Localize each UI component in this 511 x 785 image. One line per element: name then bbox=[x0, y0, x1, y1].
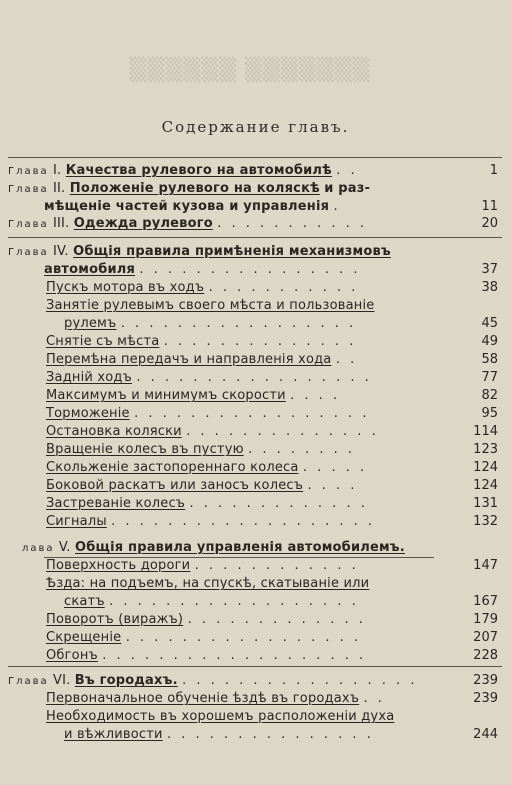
section-entry-line2 bbox=[64, 315, 356, 333]
page-number: 1 bbox=[489, 163, 498, 178]
chapter-4-entry-line2 bbox=[44, 261, 361, 279]
section-title: Поворотъ (виражъ) bbox=[46, 612, 184, 627]
chapter-label: лава bbox=[22, 543, 55, 554]
chapter-5-entry bbox=[22, 539, 405, 557]
section-title: Снятіе съ мѣста bbox=[46, 334, 160, 349]
section-entry bbox=[46, 611, 366, 629]
chapter-number: IV. bbox=[52, 244, 69, 259]
page-number: 131 bbox=[473, 496, 498, 511]
section-entry bbox=[46, 708, 394, 726]
leader-dots: . . . . . . . . . . . bbox=[217, 216, 367, 231]
section-entry bbox=[46, 423, 379, 441]
section-title: Скольженіе застопореннаго колеса bbox=[46, 460, 299, 475]
chapter-label: Глава bbox=[8, 166, 49, 177]
chapter-title-continuation: и раз- bbox=[324, 181, 371, 196]
section-entry bbox=[46, 495, 368, 513]
chapter-label: Глава bbox=[8, 247, 49, 258]
page-number: 179 bbox=[473, 612, 498, 627]
section-entry bbox=[46, 351, 357, 369]
section-entry bbox=[46, 459, 367, 477]
chapter-title: Въ городахъ. bbox=[74, 673, 178, 688]
section-entry bbox=[46, 369, 372, 387]
leader-dots: . . . . . . . . . . . . . . . . . bbox=[182, 673, 418, 688]
leader-dots: . . . . . . . . . . . . . . . . . bbox=[125, 630, 362, 645]
leader-dots: . . bbox=[363, 691, 385, 706]
section-entry bbox=[46, 279, 358, 297]
section-entry bbox=[46, 387, 340, 405]
leader-dots: . . . . . . . . . . . . . . . . . . . bbox=[102, 648, 367, 663]
chapter-3-entry bbox=[8, 215, 367, 233]
leader-dots: . . . . . . . . . . . . . . . . . . . bbox=[111, 514, 376, 529]
page-number: 11 bbox=[481, 199, 498, 214]
leader-dots: . . . . . . . . bbox=[248, 442, 356, 457]
page-number: 95 bbox=[481, 406, 498, 421]
leader-dots: . . . . . . . . . . . . . . bbox=[163, 334, 357, 349]
section-entry bbox=[46, 477, 357, 495]
page-number: 82 bbox=[481, 388, 498, 403]
chapter-number: II. bbox=[52, 181, 66, 196]
chapter-title: Положеніе рулевого на коляскѣ bbox=[69, 181, 320, 196]
leader-dots: . . . . . . . . . . . . . . . . . bbox=[134, 406, 370, 421]
section-title-line2: скатъ bbox=[64, 594, 105, 609]
leader-dots: . . . . . bbox=[302, 460, 368, 475]
section-title: Застреваніе колесъ bbox=[46, 496, 186, 511]
section-entry bbox=[46, 513, 375, 531]
section-title: Остановка коляски bbox=[46, 424, 182, 439]
section-title-line2: и вѣжливости bbox=[64, 727, 163, 742]
chapter-2-entry bbox=[8, 180, 370, 198]
page-number: 45 bbox=[481, 316, 498, 331]
section-entry bbox=[46, 575, 369, 593]
leader-dots: . . . . . . . . . . . bbox=[208, 280, 359, 295]
section-title: Необходимость въ хорошемъ расположеніи духа bbox=[46, 709, 395, 724]
section-divider bbox=[8, 666, 502, 667]
section-title: Скрещеніе bbox=[46, 630, 122, 645]
section-title: Первоначальное обученіе ѣздѣ въ городахъ bbox=[46, 691, 360, 706]
chapter-title: Общія правила примѣненія механизмовъ bbox=[73, 244, 391, 259]
page-number: 124 bbox=[473, 478, 498, 493]
section-title: Вращеніе колесъ въ пустую bbox=[46, 442, 244, 457]
leader-dots: . . . . . . . . . . . . . . . . bbox=[139, 262, 361, 277]
chapter-6-entry bbox=[8, 672, 417, 690]
page-number: 37 bbox=[481, 262, 498, 277]
section-entry bbox=[46, 333, 356, 351]
section-divider bbox=[8, 157, 502, 158]
section-title: Перемѣна передачъ и направленія хода bbox=[46, 352, 332, 367]
page-number: 38 bbox=[481, 280, 498, 295]
page-number: 147 bbox=[473, 558, 498, 573]
leader-dots: . . . . bbox=[307, 478, 358, 493]
section-divider bbox=[8, 237, 502, 238]
page-number: 20 bbox=[481, 216, 498, 231]
section-entry bbox=[46, 629, 361, 647]
chapter-label: Глава bbox=[8, 184, 49, 195]
section-entry bbox=[46, 297, 374, 315]
section-title: Сигналы bbox=[46, 514, 107, 529]
section-entry bbox=[46, 441, 355, 459]
section-title: Обгонъ bbox=[46, 648, 98, 663]
leader-dots: . . . . . . . . . . . . bbox=[194, 558, 359, 573]
page-number: 49 bbox=[481, 334, 498, 349]
section-entry bbox=[46, 647, 366, 665]
chapter-title-line2: автомобиля bbox=[44, 262, 136, 277]
chapter-title: Общія правила управленія автомобилемъ. bbox=[74, 540, 405, 555]
page-number: 239 bbox=[473, 673, 498, 688]
chapter-title-line2: мѣщеніе частей кузова и управленія bbox=[44, 199, 330, 214]
chapter-1-entry bbox=[8, 162, 358, 180]
section-title: Максимумъ и минимумъ скорости bbox=[46, 388, 286, 403]
section-title: Задній ходъ bbox=[46, 370, 133, 385]
section-title-line2: рулемъ bbox=[64, 316, 117, 331]
page-number: 228 bbox=[473, 648, 498, 663]
section-title: Торможеніе bbox=[46, 406, 130, 421]
chapter-title: Качества рулевого на автомобилѣ bbox=[65, 163, 332, 178]
leader-dots: . . bbox=[335, 352, 358, 367]
page-number: 167 bbox=[473, 594, 498, 609]
page-number: 114 bbox=[473, 424, 498, 439]
leader-dots: . . . . . . . . . . . . . . . . . bbox=[136, 370, 372, 385]
chapter-number: I. bbox=[52, 163, 62, 178]
section-title: Занятіе рулевымъ своего мѣста и пользованіе bbox=[46, 298, 375, 313]
leader-dots: . . . . . . . . . . . . . . . bbox=[166, 727, 374, 742]
page-number: 239 bbox=[473, 691, 498, 706]
page-title: Содержание главъ. bbox=[161, 118, 350, 136]
leader-dots: . bbox=[333, 199, 341, 214]
section-title: Ѣзда: на подъемъ, на спускѣ, скатываніе или bbox=[46, 576, 370, 591]
chapter-title: Одежда рулевого bbox=[73, 216, 213, 231]
page-number: 244 bbox=[473, 727, 498, 742]
page-number: 123 bbox=[473, 442, 498, 457]
section-entry-line2 bbox=[64, 726, 374, 744]
page-number: 124 bbox=[473, 460, 498, 475]
leader-dots: . . bbox=[336, 163, 358, 178]
leader-dots: . . . . bbox=[290, 388, 341, 403]
leader-dots: . . . . . . . . . . . . . . . . . bbox=[120, 316, 357, 331]
section-entry bbox=[46, 690, 385, 708]
chapter-number: III. bbox=[52, 216, 70, 231]
section-title: Поверхность дороги bbox=[46, 558, 191, 573]
leader-dots: . . . . . . . . . . . . . bbox=[187, 612, 366, 627]
section-entry bbox=[46, 405, 369, 423]
chapter-2-entry-line2 bbox=[44, 198, 341, 216]
page-number: 207 bbox=[473, 630, 498, 645]
section-entry bbox=[46, 557, 359, 575]
page-number: 132 bbox=[473, 514, 498, 529]
chapter-number: VI. bbox=[52, 673, 71, 688]
leader-dots: . . . . . . . . . . . . . . . . . . bbox=[109, 594, 359, 609]
chapter-label: Глава bbox=[8, 676, 49, 687]
page-number: 77 bbox=[481, 370, 498, 385]
chapter-number: V. bbox=[58, 540, 71, 555]
chapter-4-entry bbox=[8, 243, 391, 261]
bleed-through-text: ▒▒▒▒▒▒ ▒▒▒▒▒▒▒ bbox=[129, 58, 371, 83]
page-number: 58 bbox=[481, 352, 498, 367]
section-title: Боковой раскатъ или заносъ колесъ bbox=[46, 478, 304, 493]
section-entry-line2 bbox=[64, 593, 359, 611]
leader-dots: . . . . . . . . . . . . . . bbox=[186, 424, 379, 439]
leader-dots: . . . . . . . . . . . . . bbox=[189, 496, 368, 511]
chapter-label: Глава bbox=[8, 219, 49, 230]
section-title: Пускъ мотора въ ходъ bbox=[46, 280, 205, 295]
